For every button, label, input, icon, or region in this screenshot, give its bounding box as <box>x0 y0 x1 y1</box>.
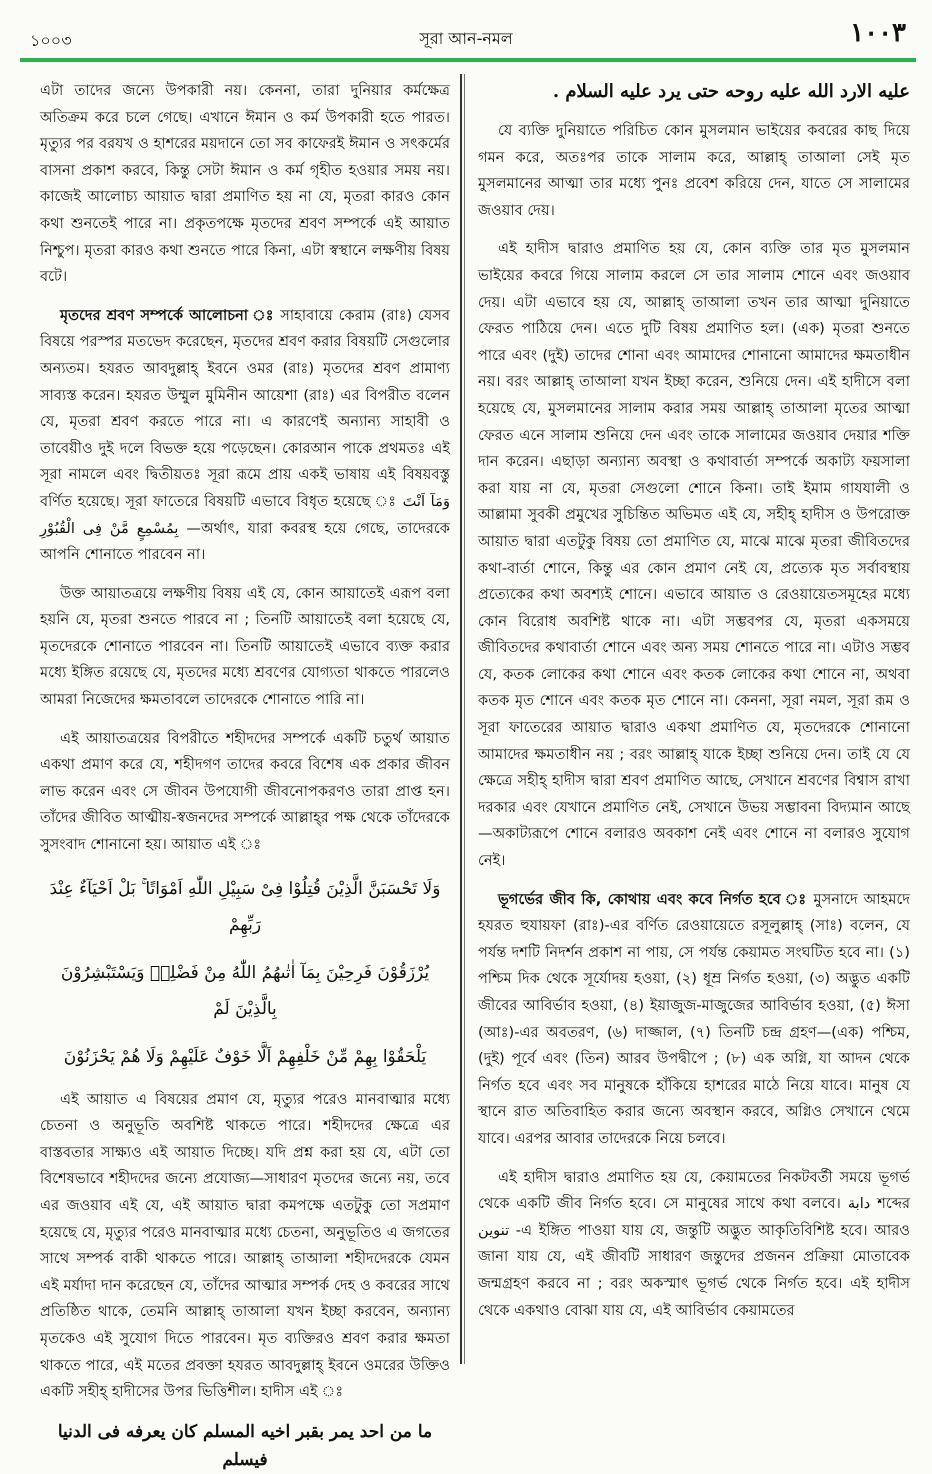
right-paragraph-3 <box>478 887 910 1153</box>
page-number-bengali: ১০০৩ <box>30 31 72 50</box>
page-number-arabic: ١٠٠٣ <box>850 18 906 48</box>
section-heading-creature: ভূগর্ভের জীব কি, কোথায় এবং কবে নির্গত হবে ঃ <box>498 890 808 908</box>
left-paragraph-2-text: সাহাবায়ে কেরাম (রাঃ) যেসব বিষয়ে পরস্পর মতভেদ করেছেন, মৃতদের শ্রবণ করার বিষয়টি সেগুলোর অন্যতম। হযরত আবদুল্লাহ্ ইবনে ওমর (রাঃ) মৃতদের শ্রবণ প্রামাণ্য সাব্যস্ত করেন। হযরত উম্মুল মুমিনীন আয়েশা (রাঃ) এর বিপরীত বলেন যে, মৃতরা শ্রবণ করতে পারে না। এ কারণেই অন্যান্য সাহাবী ও তাবেয়ীও দুই দলে বিভক্ত হয়ে পড়েছেন। কোরআন পাকে প্রথমতঃ এই সূরা নামলে এবং দ্বিতীয়তঃ সূরা রূমে প্রায় একই ভাষায় এই বিষয়বস্তু বর্ণিত হয়েছে। সূরা ফাতেরে বিষয়টি এভাবে বিধৃত হয়েছে ঃ <box>40 306 450 510</box>
right-paragraph-4-text-a: এই হাদীস দ্বারাও প্রমাণিত হয় যে, কেয়ামতের নিকটবর্তী সময়ে ভূগর্ভ থেকে একটি জীব নির্গত হবে। সে মানুষের সাথে কথা বলবে। <box>478 1168 910 1213</box>
right-paragraph-1: যে ব্যক্তি দুনিয়াতে পরিচিত কোন মুসলমান ভাইয়ের কবরের কাছ দিয়ে গমন করে, অতঃপর তাকে সালাম করে, আল্লাহ্ তাআলা সেই মৃত মুসলমানের আত্মা তার মধ্যে পুনঃ প্রবেশ করিয়ে দেন, যাতে সে সালামের জওয়াব দেয়। <box>478 122 910 219</box>
left-paragraph-1: এটা তাদের জন্যে উপকারী নয়। কেননা, তারা দুনিয়ার কর্মক্ষেত্র অতিক্রম করে চলে গেছে। এখানে ঈমান ও কর্ম উপকারী হতে পারত। মৃত্যুর পর বরযখ ও হাশরের ময়দানে তো সব কাফেরই ঈমান ও সৎকর্মের বাসনা প্রকাশ করবে, কিন্তু সেটা ঈমান ও কর্ম গৃহীত হওয়ার সময় নয়। কাজেই আলোচ্য আয়াত দ্বারা প্রমাণিত হয় না যে, মৃতরা কারও কোন কথা শুনতেই পারে না। প্রকৃতপক্ষে মৃতদের শ্রবণ সম্পর্কে এই আয়াত নিশ্চুপ। মৃতরা কারও কথা শুনতে পারে কিনা, এটা স্বস্থানে লক্ষণীয় বিষয় বটে। <box>40 82 450 286</box>
ayah-line-3: يَلْحَقُوْا بِهِمْ مِّنْ خَلْفِهِمْ اَلَّا خَوْفٌ عَلَيْهِمْ وَلَا هُمْ يَحْزَنُوْنَ <box>63 1046 427 1067</box>
right-paragraph-4-text-c: -এ ইঙ্গিত পাওয়া যায় যে, জন্তুটি অদ্ভুত আকৃতিবিশিষ্ট হবে। আরও জানা যায় যে, এই জীবটি সাধারণ জন্তুদের প্রজনন প্রক্রিয়া মোতাবেক জন্মগ্রহণ করবে না ; বরং অকস্মাৎ ভূগর্ভ থেকে নির্গত হবে। এই হাদীস থেকে একথাও বোঝা যায় যে, এই আবির্ভাব কেয়ামতের <box>478 1221 910 1319</box>
column-divider <box>460 74 462 1364</box>
quran-ayah-block <box>40 871 450 1075</box>
section-heading-hearing-of-dead: মৃতদের শ্রবণ সম্পর্কে আলোচনা ঃ <box>60 306 275 324</box>
ayah-line-2: يُرْزَقُوْنَ فَرِحِيْنَ بِمَآ اٰتٰىهُمُ اللّٰهُ مِنْ فَضْلِهٖ وَيَسْتَبْشِرُوْنَ بِالَّذِيْنَ لَمْ <box>60 962 430 1019</box>
ayah-line-1: وَلَا تَحْسَبَنَّ الَّذِيْنَ قُتِلُوْا فِىْ سَبِيْلِ اللّٰهِ اَمْوَاتًا ۚ بَلْ اَحْيَآءٌ عِنْدَ رَبِّهِمْ <box>49 878 441 935</box>
arabic-word-tanwin: تنوين <box>478 1221 510 1239</box>
left-paragraph-5: এই আয়াত এ বিষয়ের প্রমাণ যে, মৃত্যুর পরেও মানবাত্মার মধ্যে চেতনা ও অনুভূতি অবশিষ্ট থাকতে পারে। শহীদদের ক্ষেত্রে এর বাস্তবতার সাক্ষ্যও এই আয়াত দিচ্ছে। যদি প্রশ্ন করা হয় যে, এটা তো বিশেষভাবে শহীদদের জন্যে প্রযোজ্য—সাধারণ মৃতদের জন্যে নয়, তবে এর জওয়াব এই যে, এই আয়াত দ্বারা কমপক্ষে এতটুকু তো সপ্রমাণ হয়েছে যে, মৃত্যুর পরেও মানবাত্মার মধ্যে চেতনা, অনুভূতিও এ জগতের সাথে সম্পর্ক বাকী থাকতে পারে। আল্লাহ্ তাআলা শহীদদেরকে যেমন এই মর্যাদা দান করেছেন যে, তাঁদের আত্মার সম্পর্ক দেহ ও কবরের সাথে প্রতিষ্ঠিত থাকে, তেমনি আল্লাহ্ তাআলা যখন ইচ্ছা করবেন, অন্যান্য মৃতকেও এই সুযোগ দিতে পারবেন। মৃত ব্যক্তিরও শ্রবণ করার ক্ষমতা থাকতে পারে, এই মতের প্রবক্তা হযরত আবদুল্লাহ্ ইবনে ওমরের উক্তিও একটি সহীহ্ হাদীসের উপর ভিত্তিশীল। হাদীস এই ঃ <box>40 1090 450 1401</box>
left-paragraph-3: উক্ত আয়াতত্রয়ে লক্ষণীয় বিষয় এই যে, কোন আয়াতেই এরূপ বলা হয়নি যে, মৃতরা শুনতে পারবে না ; তিনটি আয়াতেই বলা হয়েছে যে, মৃতদেরকে শোনাতে পারবেন না। তিনটি আয়াতেই এভাবে ব্যক্ত করার মধ্যে ইঙ্গিত রয়েছে যে, মৃতদের মধ্যে শ্রবণের যোগ্যতা থাকতে পারলেও আমরা নিজেদের ক্ষমতাবলে তাদেরকে শোনাতে পারি না। <box>40 584 450 709</box>
left-paragraph-2-tail: —অর্থাৎ, যারা কবরস্থ হয়ে গেছে, তাদেরকে আপনি শোনাতে পারবেন না। <box>40 519 450 564</box>
hadith-arabic: ما من احد يمر بقبر اخيه المسلم كان يعرفه فى الدنيا فيسلم <box>57 1421 433 1470</box>
right-paragraph-4 <box>478 1165 910 1325</box>
left-paragraph-2 <box>40 303 450 569</box>
right-paragraph-2: এই হাদীস দ্বারাও প্রমাণিত হয় যে, কোন ব্যক্তি তার মৃত মুসলমান ভাইয়ের কবরে গিয়ে সালাম করলে সে তার সালাম শোনে এবং জওয়াব দেয়। এটা এভাবে হয় যে, আল্লাহ্ তাআলা তখন তার আত্মা দুনিয়াতে ফেরত পাঠিয়ে দেন। এতে দুটি বিষয় প্রমাণিত হল। (এক) মৃতরা শুনতে পারে এবং (দুই) তাদের শোনা এবং আমাদের শোনানো আমাদের ক্ষমতাধীন নয়। বরং আল্লাহ্ তাআলা যখন ইচ্ছা করেন, শুনিয়ে দেন। এই হাদীসে বলা হয়েছে যে, মুসলমানের সালাম করার সময় আল্লাহ্ তাআলা মৃতের আত্মা ফেরত এনে সালাম শুনিয়ে দেন এবং তাকে সালামের জওয়াব দেয়ার শক্তি দান করেন। এছাড়া অন্যান্য অবস্থা ও কথাবার্তা সম্পর্কে অকাট্য ফয়সালা করা যায় না যে, মৃতরা সেগুলো শোনে কিনা। তাই ইমাম গাযযালী ও আল্লামা সুবকী প্রমুখের সুচিন্তিত অভিমত এই যে, সহীহ্ হাদীস ও উপরোক্ত আয়াত দ্বারা এতটুকু বিষয় তো প্রমাণিত যে, মাঝে মাঝে মৃতরা জীবিতদের কথা-বার্তা শোনে, কিন্তু এর কোন প্রমাণ নেই যে, প্রত্যেক মৃত সর্বাবস্থায় প্রত্যেকের কথা অবশ্যই শোনে। এভাবে আয়াত ও রেওয়ায়েতসমূহের মধ্যে কোন বিরোধ অবশিষ্ট থাকে না। এটা সম্ভবপর যে, মৃতরা একসময়ে জীবিতদের কথাবার্তা শোনে এবং অন্য সময় শোনতে পারে না। এটাও সম্ভব যে, কতক লোকের কথা শোনে এবং কতক লোকের কথা শোনে না, অথবা কতক মৃত শোনে এবং কতক মৃত শোনে না। কেননা, সূরা নমল, সূরা রূম ও সূরা ফাতেরের আয়াত দ্বারাও একথা প্রমাণিত যে, মৃতদেরকে শোনানো আমাদের ক্ষমতাধীন নয় ; বরং আল্লাহ্ যাকে ইচ্ছা শুনিয়ে দেন। তাই যে যে ক্ষেত্রে সহীহ্ হাদীস দ্বারা শ্রবণ প্রমাণিত আছে, সেখানে শ্রবণের বিশ্বাস রাখা দরকার এবং যেখানে প্রমাণিত নেই, সেখানে উভয় সম্ভাবনা বিদ্যমান আছে—অকাট্যরূপে শোনে বলারও অবকাশ নেই এবং শোনে না বলারও সুযোগ নেই। <box>478 240 910 870</box>
arabic-word-dabbah: دابة <box>847 1195 871 1213</box>
page-header <box>20 14 912 50</box>
header-rule <box>20 58 916 62</box>
hadith-arabic-continued: عليه الارد الله عليه روحه حتى يرد عليه السلام . <box>552 81 910 102</box>
right-paragraph-3-text: মুসনাদে আহমদে হযরত হুযায়ফা (রাঃ)-এর বর্ণিত রেওয়ায়েতে রসূলুল্লাহ্ (সাঃ) বলেন, যে পর্যন্ত দশটি নিদর্শন প্রকাশ না পায়, সে পর্যন্ত কেয়ামত সংঘটিত হবে না। (১) পশ্চিম দিক থেকে সূর্যোদয় হওয়া, (২) ধূম্র নির্গত হওয়া, (৩) অদ্ভুত একটি জীবের আবির্ভাব হওয়া, (৪) ইয়াজুজ-মাজুজের আবির্ভাব হওয়া, (৫) ঈসা (আঃ)-এর অবতরণ, (৬) দাজ্জাল, (৭) তিনটি চন্দ্র গ্রহণ—(এক) পশ্চিম, (দুই) পূর্বে এবং (তিন) আরব উপদ্বীপে ; (৮) এক অগ্নি, যা আদন থেকে নির্গত হবে এবং সব মানুষকে হাঁকিয়ে হাশরের মাঠে নিয়ে যাবে। মানুষ যে স্থানে রাত অতিবাহিত করার জন্যে অবস্থান করবে, অগ্নিও সেখানে থেমে যাবে। এরপর আবার তাদেরকে নিয়ে চলবে। <box>478 890 910 1147</box>
quran-verse-inline: وَمَآ اَنْتَ بِمُسْمِعٍ مَّنْ فِى الْقُبُوْرِ <box>40 492 450 537</box>
left-column <box>40 78 450 1470</box>
surah-title: সূরা আন-নমল <box>419 29 513 48</box>
right-column <box>478 78 910 1363</box>
column-divider-thin <box>464 74 465 1364</box>
left-paragraph-4: এই আয়াতত্রয়ের বিপরীতে শহীদদের সম্পর্কে একটি চতুর্থ আয়াত একথা প্রমাণ করে যে, শহীদগণ তাদের কবরে বিশেষ এক প্রকার জীবন লাভ করেন এবং সে জীবন উপযোগী জীবনোপকরণও তারা প্রাপ্ত হন। তাঁদের জীবিত আত্মীয়-স্বজনদের সম্পর্কে আল্লাহ্‌র পক্ষ থেকে তাঁদেরকে সুসংবাদ শোনানো হয়। আয়াত এই ঃ <box>40 729 450 854</box>
right-paragraph-4-text-b: শব্দের <box>870 1195 910 1213</box>
